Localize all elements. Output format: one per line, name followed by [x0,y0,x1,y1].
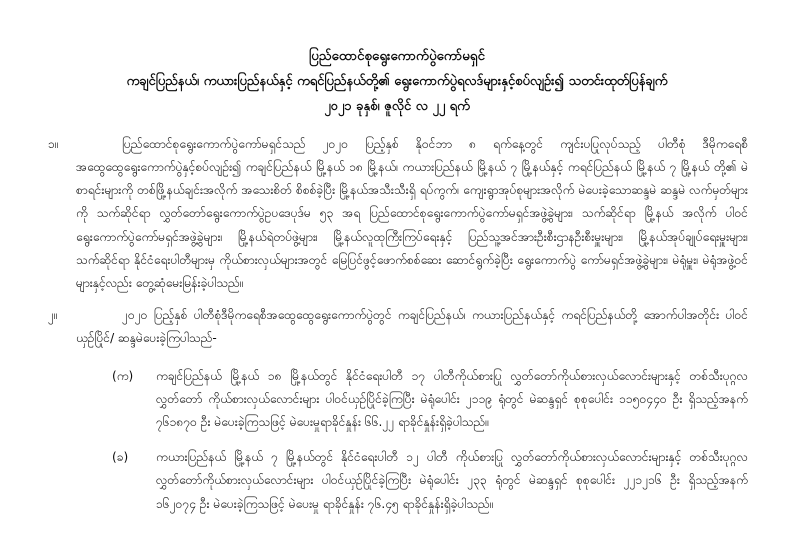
page-title: ပြည်ထောင်စုရွေးကောက်ပွဲကော်မရှင် [308,49,485,64]
paragraph-number: ၁။ [48,136,59,151]
paragraph-1 [46,133,748,296]
paragraph-text: ၂၀၂၀ ပြည့်နှစ် ပါတီစုံဒီမိုကရေစီအထွေထွေရွေးကောက်ပွဲတွင် ကချင်ပြည်နယ်၊ ကယားပြည်နယ်နှင့် ကရင်ပြည်နယ်တို့ အောက်ပါအတိုင်း ပါဝင်ယှဉ်ပြိုင်/ ဆန္ဒမဲပေးခဲ့ကြပါသည်- [76,308,748,346]
sub-item-list [46,365,748,516]
list-item-text: ကယားပြည်နယ် မြို့နယ် ၇ မြို့နယ်တွင် နိုင်ငံရေးပါတီ ၁၂ ပါတီ ကိုယ်စားပြု လွှတ်တော်ကိုယ်စားလှယ်လောင်းများနှင့် တစ်သီးပုဂ္ဂလလွှတ်တော်ကိုယ်စားလှယ်လောင်းများ ပါဝင်ယှဉ်ပြိုင်ခဲ့ကြပြီး မဲရုံပေါင်း ၂၃၃ ရုံတွင် မဲဆန္ဒရှင် စုစုပေါင်း ၂၂၁၂၁၆ ဦး ရှိသည့်အနက် ၁၆၂၀၇၄ ဦး မဲပေးခဲ့ကြသဖြင့် မဲပေးမှု ရာခိုင်နှုန်း ၇၆.၄၅ ရာခိုင်နှုန်းရှိခဲ့ပါသည်။ [156,450,748,511]
paragraph-number: ၂။ [48,308,58,323]
document-header [46,44,748,120]
list-item-text: ကချင်ပြည်နယ် မြို့နယ် ၁၈ မြို့နယ်တွင် နိုင်ငံရေးပါတီ ၁၇ ပါတီကိုယ်စားပြု လွှတ်တော်ကိုယ်စားလှယ်လောင်းများနှင့် တစ်သီးပုဂ္ဂလလွှတ်တော် ကိုယ်စားလှယ်လောင်းများ ပါဝင်ယှဉ်ပြိုင်ခဲ့ကြပြီး မဲရုံပေါင်း ၂၁၁၉ ရုံတွင် မဲဆန္ဒရှင် စုစုပေါင်း ၁၁၅၀၄၄၀ ဦး ရှိသည့်အနက် ၇၆၁၈၇၀ ဦး မဲပေးခဲ့ကြသဖြင့် မဲပေးမှုရာခိုင်နှုန်း ၆၆.၂၂ ရာခိုင်နှုန်းရှိခဲ့ပါသည်။ [156,368,748,430]
document-date: ၂၀၂၁ ခုနှစ်၊ ဇူလိုင် လ ၂၂ ရက် [324,98,470,114]
list-item-label: (ခ) [112,450,129,465]
document-body [46,133,748,516]
list-item-label: (က) [112,368,134,383]
page-subtitle: ကချင်ပြည်နယ်၊ ကယားပြည်နယ်နှင့် ကရင်ပြည်နယ်တို့၏ ရွေးကောက်ပွဲရလဒ်များနှင့်စပ်လျဉ်း၍ သတင်းထုတ်ပြန်ချက် [126,73,668,89]
paragraph-2 [46,304,748,350]
list-item [46,446,748,516]
list-item [46,365,748,435]
paragraph-text: ပြည်ထောင်စုရွေးကောက်ပွဲကော်မရှင်သည် ၂၀၂၀ ပြည့်နှစ် နိုဝင်ဘာ ၈ ရက်နေ့တွင် ကျင်းပပြုလုပ်သည့် ပါတီစုံ ဒီမိုကရေစီ အထွေထွေရွေးကောက်ပွဲနှင့်စပ်လျဉ်း၍ ကချင်ပြည်နယ် မြို့နယ် ၁၈ မြို့နယ်၊ ကယားပြည်နယ် မြို့နယ် ၇ မြို့နယ်နှင့် ကရင်ပြည်နယ် မြို့နယ် ၇ မြို့နယ် တို့၏ မဲစာရင်းများကို တစ်ဖြို့နယ်ချင်းအလိုက် အသေးစိတ် စိစစ်ခဲ့ပြီး မြို့နယ်အသီးသီးရှိ ရပ်ကွက်၊ ကျေးရွာအုပ်စုများအလိုက် မဲပေးခဲ့သောဆန္ဒမဲ ဆန္ဒမဲ လက်မှတ်များကို သက်ဆိုင်ရာ လွှတ်တော်ရွေးကောက်ပွဲဥပဒေပုဒ်မ ၅၃ အရ ပြည်ထောင်စုရွေးကောက်ပွဲကော်မရှင်အဖွဲ့ခွဲများ၊ သက်ဆိုင်ရာ မြို့နယ် အလိုက် ပါဝင် ရွေးကောက်ပွဲကော်မရှင်အဖွဲ့ခွဲများ၊ မြို့နယ်ရဲတပ်ဖွဲ့များ၊ မြို့နယ်လူထုကြီးကြပ်ရေးနှင့် ပြည်သူ့အင်အားဦးစီးဌာနဦးစီးမှူးများ၊ မြို့နယ်အုပ်ချုပ်ရေးမှူးများ၊ သက်ဆိုင်ရာ နိုင်ငံရေးပါတီများမှ ကိုယ်စားလှယ်များအတွင် မြေပြင်ဖွင့်ဖောက်စစ်ဆေး ဆောင်ရွက်ခဲ့ပြီး ရွေးကောက်ပွဲ ကော်မရှင်အဖွဲ့ခွဲများ၊ မဲရုံမှူး၊ မဲရုံအဖွဲ့ဝင်များနှင့်လည်း တွေ့ဆုံမေးမြန်းခဲ့ပါသည်။ [76,136,748,290]
